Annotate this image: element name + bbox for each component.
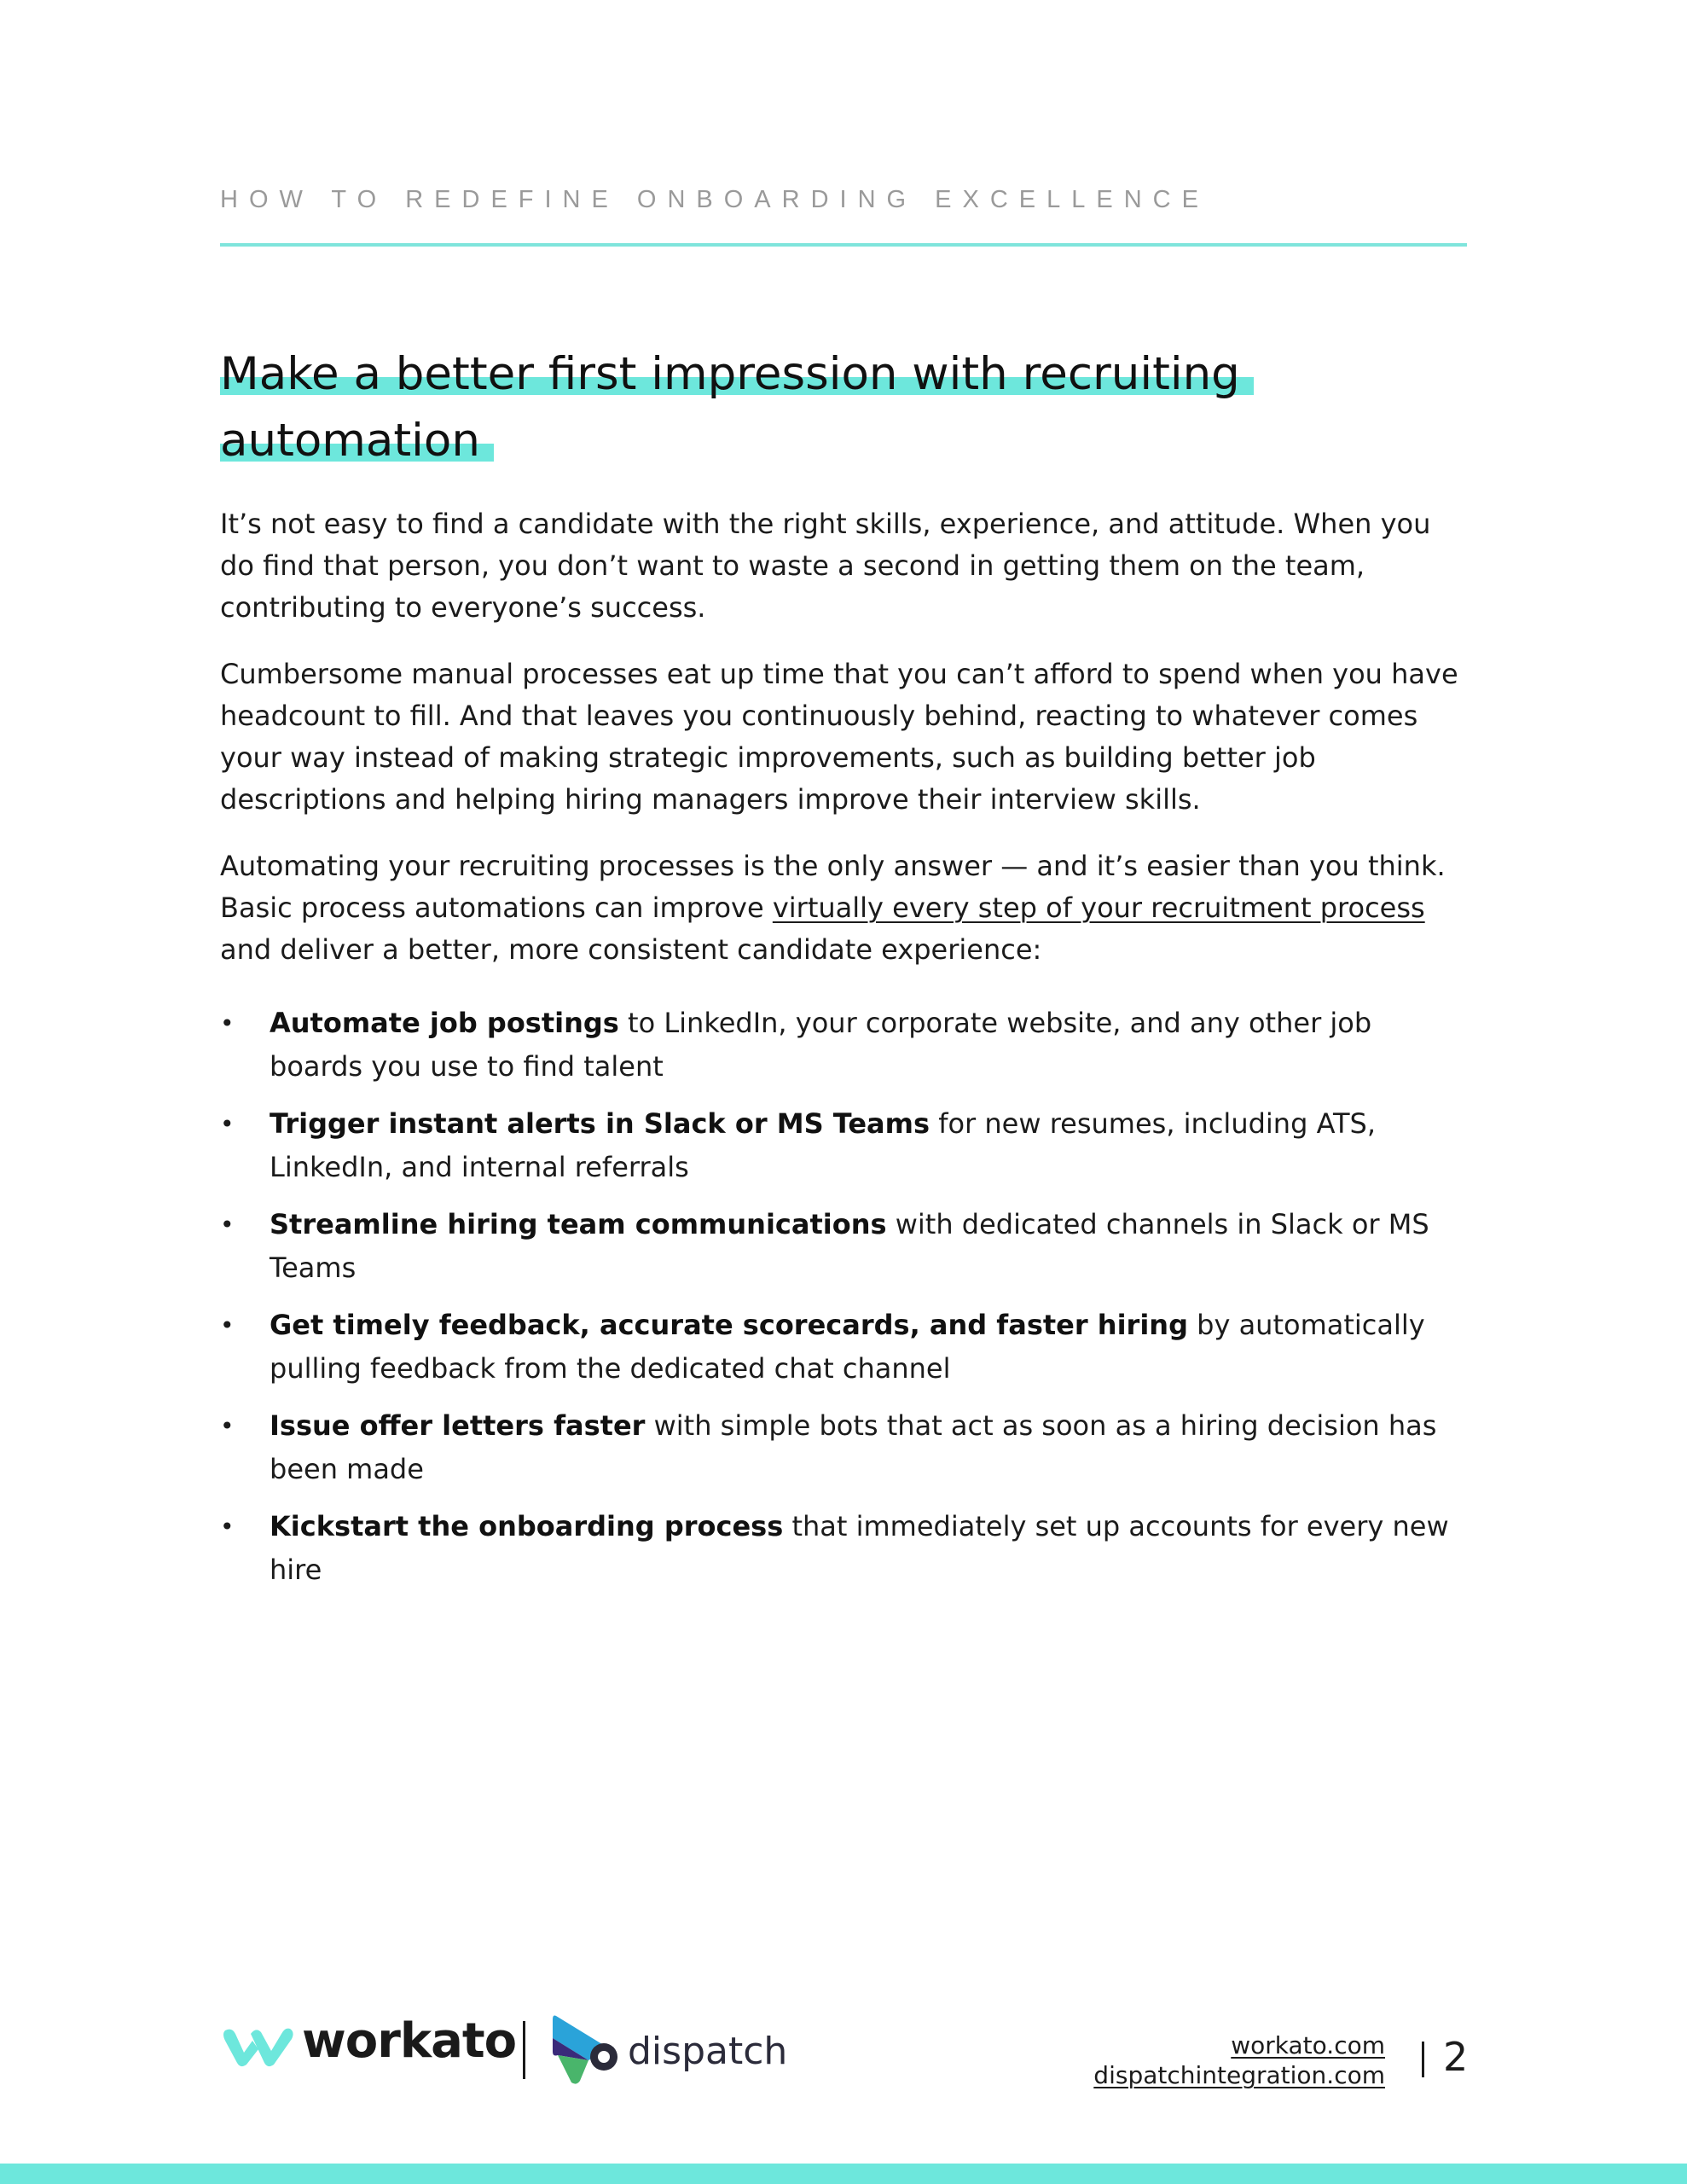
workato-link[interactable]: workato.com (1231, 2031, 1385, 2059)
bullet-icon: • (220, 1513, 235, 1541)
list-item-text: with dedicated channels in Slack or MS Teams (270, 1208, 1429, 1284)
document-eyebrow-title: HOW TO REDEFINE ONBOARDING EXCELLENCE (220, 186, 1209, 213)
bullet-icon: • (220, 1110, 235, 1138)
problem-paragraph: Cumbersome manual processes eat up time that you can’t afford to spend when you have headcount to fill. And that leaves you continuously behind, reacting to whatever comes your way instead of making strategic improvements, such as building better job descriptions and helping hiring managers improve their interview skills. (220, 658, 1458, 816)
list-item-emphasis: Automate job postings (270, 1007, 619, 1039)
section-heading-highlight: Make a better first impression with recruiting automation (220, 348, 1254, 467)
list-item-emphasis: Kickstart the onboarding process (270, 1510, 784, 1542)
body-content (220, 503, 1467, 1606)
list-item (220, 1102, 1467, 1189)
list-item (220, 1304, 1467, 1391)
list-item-text: to LinkedIn, your corporate website, and any other job boards you use to find talent (270, 1007, 1372, 1083)
list-item-text: by automatically pulling feedback from the dedicated chat channel (270, 1309, 1425, 1385)
automation-benefits-list (220, 1002, 1467, 1592)
list-item (220, 1203, 1467, 1290)
recruitment-process-link[interactable]: virtually every step of your recruitment process (772, 892, 1425, 924)
solution-paragraph (220, 845, 1467, 971)
partner-logos (220, 2009, 817, 2086)
list-item-emphasis: Trigger instant alerts in Slack or MS Teams (270, 1107, 930, 1140)
list-item-text: for new resumes, including ATS, LinkedIn, and internal referrals (270, 1107, 1376, 1183)
bullet-icon: • (220, 1211, 235, 1239)
page-header (220, 188, 1467, 212)
list-item-emphasis: Streamline hiring team communications (270, 1208, 887, 1240)
intro-paragraph: It’s not easy to find a candidate with the right skills, experience, and attitude. When you do find that person, you don’t want to waste a second in getting them on the team, contributing to everyone’s success. (220, 508, 1431, 624)
list-item (220, 1505, 1467, 1592)
dispatch-link[interactable]: dispatchintegration.com (1093, 2061, 1385, 2089)
list-item-text: that immediately set up accounts for every new hire (270, 1510, 1449, 1586)
workato-logo-text: workato (302, 2013, 517, 2069)
bottom-accent-band (0, 2164, 1687, 2184)
dispatch-logo-icon (551, 2013, 623, 2092)
page-number: 2 (1443, 2034, 1469, 2080)
page-number-divider (1422, 2042, 1424, 2077)
list-item (220, 1002, 1467, 1089)
list-item-emphasis: Issue offer letters faster (270, 1409, 646, 1442)
section-heading (220, 341, 1467, 474)
footer-links (1093, 2030, 1385, 2090)
dispatch-logo-text: dispatch (628, 2030, 788, 2073)
bullet-icon: • (220, 1412, 235, 1440)
bullet-icon: • (220, 1009, 235, 1037)
list-item (220, 1404, 1467, 1491)
solution-text-end: and deliver a better, more consistent candidate experience: (220, 933, 1042, 966)
list-item-text: with simple bots that act as soon as a hiring decision has been made (270, 1409, 1437, 1485)
bullet-icon: • (220, 1311, 235, 1339)
solution-text-start: Automating your recruiting processes is the only answer — and it’s easier than you think. Basic process automations can improve (220, 850, 1446, 924)
header-divider (220, 243, 1467, 247)
list-item-emphasis: Get timely feedback, accurate scorecards, and faster hiring (270, 1309, 1188, 1341)
workato-logo-icon (220, 2024, 297, 2076)
logo-divider (523, 2021, 525, 2079)
